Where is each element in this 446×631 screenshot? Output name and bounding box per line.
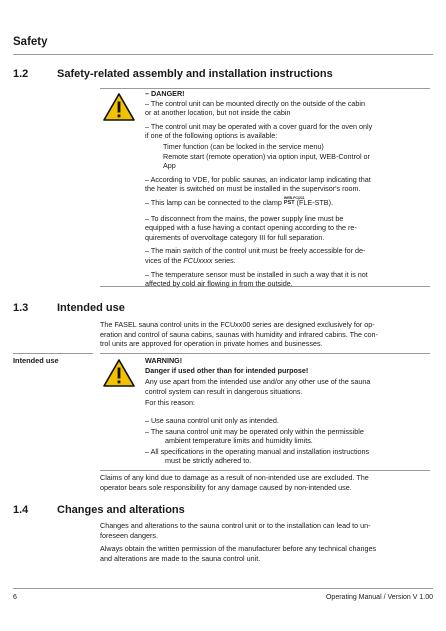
clamp-label: PST (283, 199, 295, 206)
s13-side-divider (13, 353, 93, 354)
section-1-3-title: Intended use (57, 302, 125, 314)
s12-p6-line1: – The main switch of the control unit must be freely accessible for de- (145, 246, 366, 256)
s12-p4 (145, 195, 435, 210)
s12-p7-line1: – The temperature sensor must be installed in such a way that it is not (145, 269, 368, 279)
s13-intro-line1: The FASEL sauna control units in the FCUxx00 series are designed exclusively for op- (100, 320, 375, 329)
section-1-3-number: 1.3 (13, 302, 29, 314)
s12-p2-line1: – The control unit may be operated with a cover guard for the oven only (145, 121, 373, 131)
s13-intro (100, 320, 435, 349)
intended-use-side-label: Intended use (13, 356, 59, 365)
list-item: – Use sauna control unit only as intended. (145, 416, 279, 425)
s12-option-remote-line1: Remote start (remote operation) via option input, WEB-Control or (163, 151, 370, 161)
s14-p1-line1: Changes and alterations to the sauna control unit or to the installation can lead to un- (100, 521, 371, 530)
page-number: 6 (13, 594, 17, 601)
s12-p5-line1: – To disconnect from the mains, the power supply line must be (145, 213, 344, 223)
warning-p1-line1: Any use apart from the intended use and/or any other use of the sauna (145, 377, 371, 387)
s12-p5-line3: quirements of overvoltage category III for full separation. (145, 232, 325, 242)
s12-bottom-divider (100, 286, 430, 287)
s13-warning-top-divider (100, 353, 430, 354)
s12-option-timer: Timer function (can be locked in the service menu) (163, 141, 324, 151)
s12-p1-line2: or at another location, but not inside the cabin (145, 108, 291, 118)
s13-intro-line3: trol units are approved for operation in private homes and businesses. (100, 339, 323, 349)
page-header-title: Safety (13, 36, 48, 48)
s13-claims-line1: Claims of any kind due to damage as a result of non-intended use are excluded. The (100, 473, 369, 482)
s12-p3-line1: – According to VDE, for public saunas, an indicator lamp indicating that (145, 174, 371, 184)
s12-p1-line1: – The control unit can be mounted directly on the outside of the cabin (145, 98, 366, 108)
s13-warning-bottom-divider (100, 470, 430, 471)
s13-warning-block (145, 356, 435, 408)
s12-p6-line2 (145, 256, 435, 266)
s14-p2-line1: Always obtain the written permission of the manufacturer before any technical changes (100, 544, 377, 554)
warning-triangle-icon (103, 359, 135, 387)
warning-reason: For this reason: (145, 398, 195, 408)
warning-triangle-icon (103, 93, 135, 121)
intended-use-bullet-list (145, 416, 430, 467)
s12-option-remote-line2: App (163, 161, 176, 171)
list-item: – All specifications in the operating manual and installation instructions must be strictly adhered to. (145, 446, 370, 466)
clamp-over-label: WEB-FC/211 (283, 195, 305, 200)
footer-manual-version: Operating Manual / Version V 1.00 (325, 594, 433, 601)
s13-intro-line2: eration and control of sauna cabins, saunas with humidity and infrared cabins. The con- (100, 329, 378, 339)
s14-p2-line2: and alterations are made to the sauna control unit. (100, 553, 261, 563)
danger-label: – DANGER! (145, 89, 185, 98)
warning-p1-line2: control system can result in dangerous situations. (145, 386, 303, 396)
warning-title: WARNING! (145, 356, 183, 365)
s12-p2-line2: if one of the following options is available: (145, 131, 278, 141)
warning-subtitle: Danger if used other than for intended purpose! (145, 365, 309, 375)
s14-body (100, 521, 435, 563)
header-divider (13, 54, 433, 55)
s12-p4-pre: – This lamp can be connected to the clamp (145, 197, 284, 207)
section-1-4-number: 1.4 (13, 504, 29, 516)
section-1-4-title: Changes and alterations (57, 504, 185, 516)
section-1-2-number: 1.2 (13, 68, 29, 80)
clamp-pst-label (283, 195, 305, 209)
s12-p5-line2: equipped with a fuse having a contact opening according to the re- (145, 223, 357, 233)
list-item: – The sauna control unit may be operated only within the permissible ambient temperature limits and humidity limits. (145, 426, 364, 446)
model-series: FCUxxxx (183, 255, 213, 265)
footer-divider (13, 588, 433, 589)
s12-p6-pre: vices of the (145, 255, 184, 265)
s13-claims (100, 473, 435, 492)
section-1-2-title: Safety-related assembly and installation instructions (57, 68, 333, 80)
s12-danger-block (145, 89, 435, 289)
s12-p7-line2: affected by cold air flowing in from the outside. (145, 279, 293, 289)
s13-claims-line2: operator bears sole responsibility for any damage caused by non-intended use. (100, 482, 352, 492)
s12-p6-post: series. (212, 255, 236, 265)
s12-p3-line2: the heater is switched on must be installed in the supervisor's room. (145, 184, 361, 194)
s14-p1-line2: foreseen dangers. (100, 530, 158, 540)
s12-p4-post: (FLE-STB). (294, 197, 333, 207)
